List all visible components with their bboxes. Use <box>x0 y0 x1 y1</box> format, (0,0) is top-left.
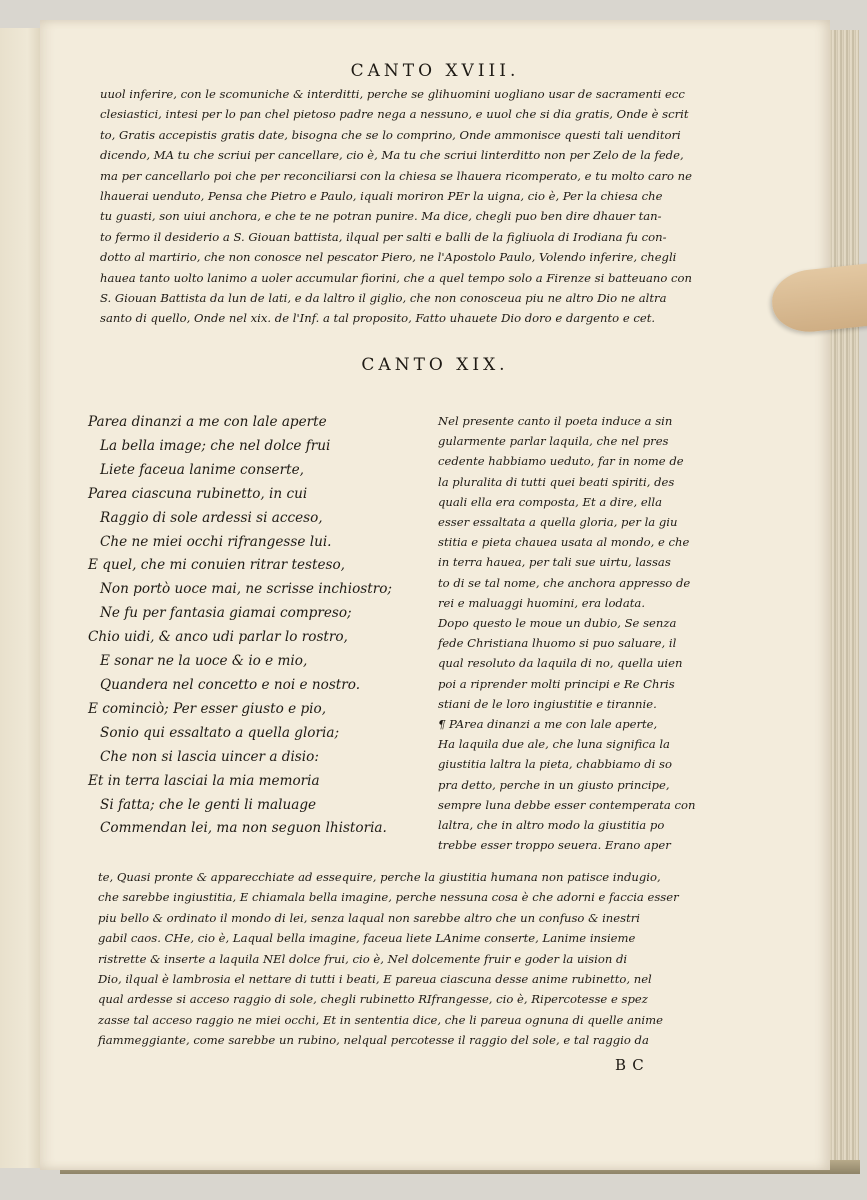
commentary-line: in terra hauea, per tali sue uirtu, lassas <box>438 555 671 570</box>
text-line: tu guasti, son uiui anchora, e che te ne potran punire. Ma dice, chegli puo ben dire dhauer tan- <box>100 209 662 224</box>
commentary-line: trebbe esser troppo seuera. Erano aper <box>438 838 671 853</box>
signature-mark: BC <box>615 1056 650 1074</box>
text-line: dicendo, MA tu che scriui per cancellare, cio è, Ma tu che scriui linterditto non per Zelo de la fede, <box>100 148 684 163</box>
commentary-line: ¶ PArea dinanzi a me con lale aperte, <box>438 717 658 732</box>
verse-line: Et in terra lasciai la mia memoria <box>88 772 320 789</box>
verse-line: Si fatta; che le genti li maluage <box>100 796 317 813</box>
text-line: dotto al martirio, che non conosce nel pescator Piero, ne l'Apostolo Paulo, Volendo inferire, chegli <box>100 250 677 265</box>
verse-line: Parea ciascuna rubinetto, in cui <box>88 485 308 502</box>
commentary-line: Nel presente canto il poeta induce a sin <box>438 414 673 428</box>
verse-line: Liete faceua lanime conserte, <box>100 461 304 478</box>
verse-line: Sonio qui essaltato a quella gloria; <box>100 724 340 741</box>
commentary-line: Dopo questo le moue un dubio, Se senza <box>438 616 677 631</box>
commentary-line: to di se tal nome, che anchora appresso de <box>438 575 691 590</box>
commentary-line: gularmente parlar laquila, che nel pres <box>438 434 669 449</box>
commentary-line: quali ella era composta, Et a dire, ella <box>438 494 663 509</box>
top-paragraph <box>100 84 692 329</box>
commentary-line: Ha laquila due ale, che luna significa la <box>438 737 670 752</box>
text-line: hauea tanto uolto lanimo a uoler accumular fiorini, che a quel tempo solo a Firenze si batteuano con <box>100 270 692 285</box>
text-line: to, Gratis accepistis gratis date, bisogna che se lo comprino, Onde ammonisce questi tali uenditori <box>100 127 681 142</box>
verse-line: Quandera nel concetto e noi e nostro. <box>100 676 361 693</box>
verse-line: Ne fu per fantasia giamai compreso; <box>100 605 352 622</box>
commentary-line: fede Christiana lhuomo si puo saluare, il <box>438 636 677 651</box>
text-line: fiammeggiante, come sarebbe un rubino, nelqual percotesse il raggio del sole, e tal raggio da <box>98 1033 649 1048</box>
commentary-line: sempre luna debbe esser contemperata con <box>438 797 696 812</box>
verse-line: E sonar ne la uoce & io e mio, <box>100 653 308 670</box>
verse-line: La bella image; che nel dolce frui <box>100 437 331 454</box>
verse-line: Chio uidi, & anco udi parlar lo rostro, <box>88 629 348 646</box>
book-page <box>40 20 830 1170</box>
text-line: qual ardesse si acceso raggio di sole, chegli rubinetto RIfrangesse, cio è, Ripercotesse e spez <box>98 992 648 1007</box>
commentary-column <box>438 411 695 855</box>
poem-column <box>88 411 392 841</box>
text-line: santo di quello, Onde nel xix. de l'Inf. a tal proposito, Fatto uhauete Dio doro e dargento e cet. <box>100 311 656 326</box>
commentary-line: rei e maluaggi huomini, era lodata. <box>438 595 646 610</box>
text-line: S. Giouan Battista da lun de lati, e da laltro il giglio, che non conosceua piu ne altro Dio ne altra <box>100 291 667 306</box>
commentary-line: esser essaltata a quella gloria, per la giu <box>438 515 678 530</box>
text-line: lhauerai uenduto, Pensa che Pietro e Paulo, iquali moriron PEr la uigna, cio è, Per la chiesa che <box>100 189 663 204</box>
verse-line: Che ne miei occhi rifrangesse lui. <box>100 533 332 550</box>
commentary-line: giustitia laltra la pieta, chabbiamo di so <box>438 757 672 772</box>
verse-line: E cominciò; Per esser giusto e pio, <box>88 700 327 717</box>
commentary-line: stitia e pieta chauea usata al mondo, e che <box>438 535 690 550</box>
commentary-line: la pluralita di tutti quei beati spiriti, des <box>438 474 675 489</box>
commentary-line: qual resoluto da laquila di no, quella uien <box>438 656 683 671</box>
text-line: ristrette & inserte a laquila NEl dolce frui, cio è, Nel dolcemente fruir e goder la uision di <box>98 951 628 966</box>
text-line: uuol inferire, con le scomuniche & interditti, perche se glihuomini uogliano usar de sacramenti ecc <box>100 87 685 101</box>
commentary-line: cedente habbiamo ueduto, far in nome de <box>438 454 684 469</box>
commentary-line: pra detto, perche in un giusto principe, <box>438 777 670 792</box>
text-line: gabil caos. CHe, cio è, Laqual bella imagine, faceua liete LAnime conserte, Lanime insieme <box>98 931 636 946</box>
canto-19-heading: CANTO XIX. <box>361 355 509 375</box>
text-line: te, Quasi pronte & apparecchiate ad essequire, perche la giustitia humana non patisce indugio, <box>98 870 661 884</box>
text-line: zasse tal acceso raggio ne miei occhi, Et in sententia dice, che li pareua ognuna di quelle anime <box>98 1012 663 1027</box>
verse-line: Commendan lei, ma non seguon lhistoria. <box>100 820 387 837</box>
canto-18-heading: CANTO XVIII. <box>350 61 520 81</box>
commentary-line: laltra, che in altro modo la giustitia po <box>438 818 665 833</box>
text-line: clesiastici, intesi per lo pan chel pietoso padre nega a nessuno, e uuol che si dia gratis, Onde è scrit <box>100 107 689 122</box>
verse-line: E quel, che mi conuien ritrar testeso, <box>88 557 346 574</box>
commentary-line: stiani de le loro ingiustitie e tirannie. <box>438 696 657 711</box>
text-line: to fermo il desiderio a S. Giouan battista, ilqual per salti e balli de la figliuola di Irodiana fu con- <box>100 229 667 244</box>
verse-line: Parea dinanzi a me con lale aperte <box>88 414 327 430</box>
verse-line: Raggio di sole ardessi si acceso, <box>100 509 323 526</box>
text-line: ma per cancellarlo poi che per reconciliarsi con la chiesa se lhauera ricomperato, e tu molto caro ne <box>100 168 692 183</box>
text-line: piu bello & ordinato il mondo di lei, senza laqual non sarebbe altro che un confuso & inestri <box>98 910 640 925</box>
bottom-paragraph <box>98 867 679 1051</box>
verse-line: Che non si lascia uincer a disio: <box>100 748 319 765</box>
commentary-line: poi a riprender molti principi e Re Chris <box>438 676 675 691</box>
verse-line: Non portò uoce mai, ne scrisse inchiostro; <box>100 581 392 598</box>
text-line: Dio, ilqual è lambrosia el nettare di tutti i beati, E pareua ciascuna desse anime rubinetto, nel <box>98 972 652 987</box>
text-line: che sarebbe ingiustitia, E chiamala bella imagine, perche nessuna cosa è che adorni e faccia esser <box>98 890 679 905</box>
